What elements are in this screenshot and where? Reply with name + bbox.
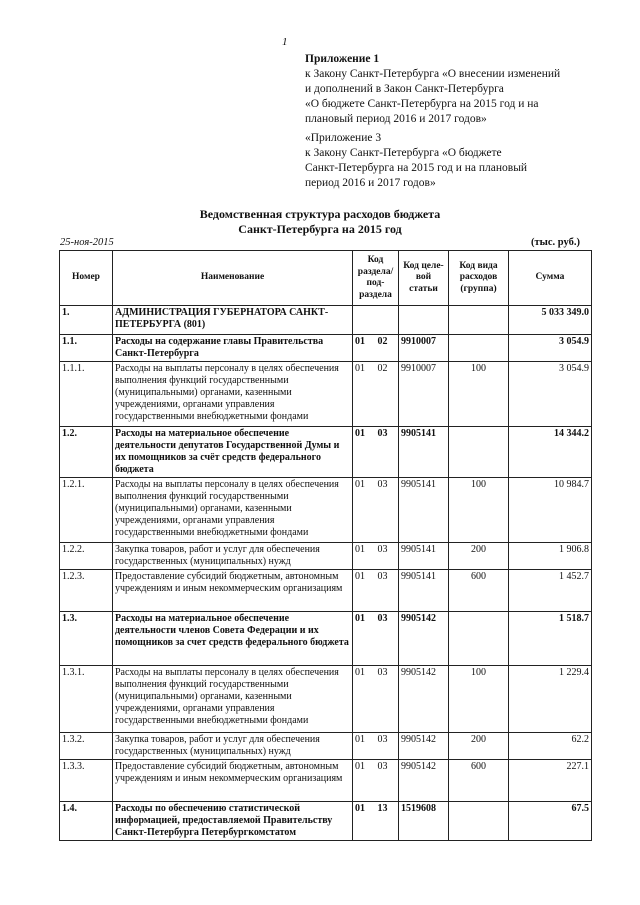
row-number: 1.2.3. xyxy=(60,570,113,612)
row-number: 1.1. xyxy=(60,335,113,362)
row-group-code: 200 xyxy=(449,733,509,760)
row-group-code xyxy=(449,306,509,335)
header-article: Код целе-вой статьи xyxy=(399,251,449,306)
table-row xyxy=(60,306,592,335)
row-sum: 1 452.7 xyxy=(509,570,592,612)
row-sum: 5 033 349.0 xyxy=(509,306,592,335)
table-row xyxy=(60,802,592,841)
row-number: 1.1.1. xyxy=(60,362,113,427)
row-name: Расходы на материальное обеспечение деятельности членов Совета Федерации и их помощников за счет средств федерального бюджета xyxy=(113,612,353,666)
row-sum: 67.5 xyxy=(509,802,592,841)
table-row xyxy=(60,570,592,612)
row-section-code: 01 02 xyxy=(353,335,399,362)
row-number: 1.4. xyxy=(60,802,113,841)
row-group-code xyxy=(449,427,509,478)
row-number: 1.2.1. xyxy=(60,478,113,543)
row-sum: 62.2 xyxy=(509,733,592,760)
row-name: Предоставление субсидий бюджетным, автономным учреждениям и иным некоммерческим организациям xyxy=(113,570,353,612)
row-article-code: 9905141 xyxy=(399,543,449,570)
table-row xyxy=(60,478,592,543)
units-label: (тыс. руб.) xyxy=(531,237,580,248)
row-section-code: 01 03 xyxy=(353,666,399,733)
row-sum: 14 344.2 xyxy=(509,427,592,478)
header-section: Код раздела/ под-раздела xyxy=(353,251,399,306)
table-row xyxy=(60,612,592,666)
row-group-code: 100 xyxy=(449,666,509,733)
appendix-1-line: «О бюджете Санкт-Петербурга на 2015 год и на xyxy=(305,98,539,110)
row-name: Закупка товаров, работ и услуг для обеспечения государственных (муниципальных) нужд xyxy=(113,543,353,570)
row-name: Расходы на материальное обеспечение деятельности депутатов Государственной Думы и их помощников за счёт средств федерального бюджета xyxy=(113,427,353,478)
row-section-code: 01 03 xyxy=(353,478,399,543)
row-article-code: 9910007 xyxy=(399,362,449,427)
row-sum: 3 054.9 xyxy=(509,362,592,427)
appendix-1-block xyxy=(305,52,605,127)
document-title-line: Ведомственная структура расходов бюджета xyxy=(199,207,441,221)
row-article-code: 9910007 xyxy=(399,335,449,362)
row-article-code: 1519608 xyxy=(399,802,449,841)
row-article-code: 9905141 xyxy=(399,427,449,478)
table-row xyxy=(60,733,592,760)
row-section-code: 01 02 xyxy=(353,362,399,427)
appendix-3-line: период 2016 и 2017 годов» xyxy=(305,177,436,189)
row-group-code: 100 xyxy=(449,478,509,543)
row-article-code: 9905141 xyxy=(399,478,449,543)
row-number: 1.2.2. xyxy=(60,543,113,570)
row-name: Расходы по обеспечению статистической информацией, предоставляемой Правительству Санкт-Петербурга Петербургкомстатом xyxy=(113,802,353,841)
row-group-code: 100 xyxy=(449,362,509,427)
appendix-3-line: «Приложение 3 xyxy=(305,132,382,144)
row-sum: 3 054.9 xyxy=(509,335,592,362)
row-number: 1.3. xyxy=(60,612,113,666)
document-date: 25-ноя-2015 xyxy=(60,237,114,248)
row-group-code xyxy=(449,335,509,362)
row-number: 1.3.3. xyxy=(60,760,113,802)
row-group-code xyxy=(449,802,509,841)
row-section-code xyxy=(353,306,399,335)
document-title-line: Санкт-Петербурга на 2015 год xyxy=(238,222,402,236)
row-article-code: 9905141 xyxy=(399,570,449,612)
document-title xyxy=(0,207,640,237)
appendix-3-line: Санкт-Петербурга на 2015 год и на плановый xyxy=(305,162,528,174)
row-sum: 1 906.8 xyxy=(509,543,592,570)
row-name: Расходы на выплаты персоналу в целях обеспечения выполнения функций государственными (муниципальными) органами, казенными учреждениями, органами управления государственными внебюджетными фондами xyxy=(113,362,353,427)
row-section-code: 01 03 xyxy=(353,733,399,760)
row-article-code: 9905142 xyxy=(399,733,449,760)
row-number: 1. xyxy=(60,306,113,335)
table-row xyxy=(60,427,592,478)
appendix-1-line: к Закону Санкт-Петербурга «О внесении изменений xyxy=(305,68,561,80)
row-group-code: 200 xyxy=(449,543,509,570)
row-number: 1.3.2. xyxy=(60,733,113,760)
row-article-code xyxy=(399,306,449,335)
row-number: 1.2. xyxy=(60,427,113,478)
budget-table xyxy=(59,250,592,841)
page-number: 1 xyxy=(282,36,288,48)
appendix-3-block xyxy=(305,131,605,191)
row-group-code xyxy=(449,612,509,666)
appendix-1-line: и дополнений в Закон Санкт-Петербурга xyxy=(305,83,504,95)
appendix-3-line: к Закону Санкт-Петербурга «О бюджете xyxy=(305,147,502,159)
header-sum: Сумма xyxy=(509,251,592,306)
row-article-code: 9905142 xyxy=(399,760,449,802)
row-article-code: 9905142 xyxy=(399,666,449,733)
row-sum: 227.1 xyxy=(509,760,592,802)
row-name: Расходы на выплаты персоналу в целях обеспечения выполнения функций государственными (муниципальными) органами, казенными учреждениями, органами управления государственными внебюджетными фондами xyxy=(113,666,353,733)
row-group-code: 600 xyxy=(449,570,509,612)
row-name: Расходы на выплаты персоналу в целях обеспечения выполнения функций государственными (муниципальными) органами, казенными учреждениями, органами управления государственными внебюджетными фондами xyxy=(113,478,353,543)
row-section-code: 01 13 xyxy=(353,802,399,841)
table-row xyxy=(60,543,592,570)
row-sum: 1 229.4 xyxy=(509,666,592,733)
header-number: Номер xyxy=(60,251,113,306)
table-row xyxy=(60,760,592,802)
row-name: Закупка товаров, работ и услуг для обеспечения государственных (муниципальных) нужд xyxy=(113,733,353,760)
table-row xyxy=(60,666,592,733)
row-name: АДМИНИСТРАЦИЯ ГУБЕРНАТОРА САНКТ-ПЕТЕРБУРГА (801) xyxy=(113,306,353,335)
row-group-code: 600 xyxy=(449,760,509,802)
row-number: 1.3.1. xyxy=(60,666,113,733)
header-name: Наименование xyxy=(113,251,353,306)
table-header-row xyxy=(60,251,592,306)
row-sum: 1 518.7 xyxy=(509,612,592,666)
appendix-1-title: Приложение 1 xyxy=(305,53,380,65)
row-section-code: 01 03 xyxy=(353,427,399,478)
row-section-code: 01 03 xyxy=(353,760,399,802)
appendix-1-line: плановый период 2016 и 2017 годов» xyxy=(305,113,487,125)
header-group: Код вида расходов (группа) xyxy=(449,251,509,306)
table-row xyxy=(60,362,592,427)
table-row xyxy=(60,335,592,362)
row-name: Предоставление субсидий бюджетным, автономным учреждениям и иным некоммерческим организациям xyxy=(113,760,353,802)
row-section-code: 01 03 xyxy=(353,543,399,570)
row-section-code: 01 03 xyxy=(353,612,399,666)
row-section-code: 01 03 xyxy=(353,570,399,612)
row-sum: 10 984.7 xyxy=(509,478,592,543)
row-article-code: 9905142 xyxy=(399,612,449,666)
row-name: Расходы на содержание главы Правительства Санкт-Петербурга xyxy=(113,335,353,362)
